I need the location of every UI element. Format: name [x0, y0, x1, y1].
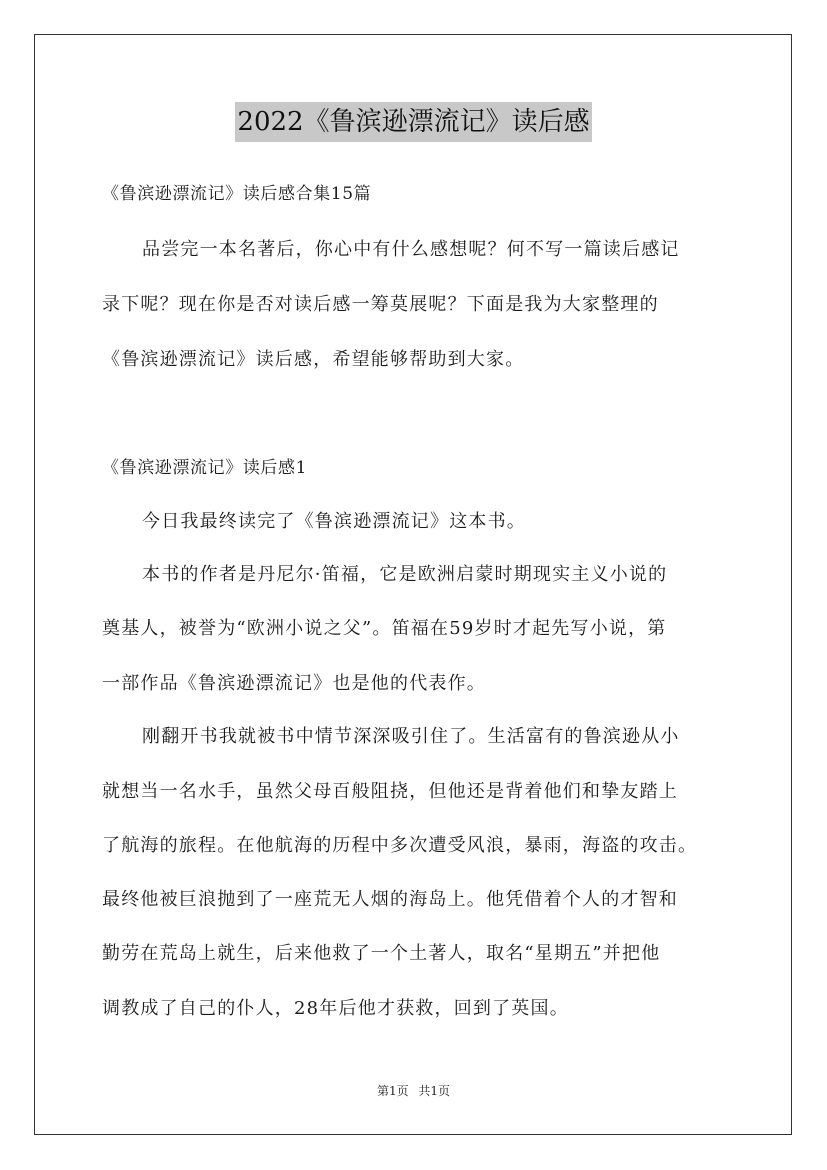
- page-total: 共1页: [418, 1084, 451, 1098]
- page-number: 第1页: [376, 1084, 409, 1098]
- intro-paragraph-line: 品尝完一本名著后，你心中有什么感想呢？何不写一篇读后感记: [142, 239, 680, 260]
- body-paragraph-line: 调教成了自己的仆人，28年后他才获救，回到了英国。: [102, 998, 569, 1019]
- intro-paragraph-line: 《鲁滨逊漂流记》读后感，希望能够帮助到大家。: [102, 349, 525, 370]
- body-paragraph-line: 奠基人，被誉为“欧洲小说之父”。笛福在59岁时才起先写小说，第: [102, 618, 667, 639]
- body-paragraph-line: 就想当一名水手，虽然父母百般阻挠，但他还是背着他们和挚友踏上: [102, 781, 678, 802]
- body-paragraph-line: 最终他被巨浪抛到了一座荒无人烟的海岛上。他凭借着个人的才智和: [102, 889, 678, 910]
- body-paragraph-line: 今日我最终读完了《鲁滨逊漂流记》这本书。: [142, 511, 526, 532]
- section-heading: 《鲁滨逊漂流记》读后感1: [102, 458, 308, 478]
- body-paragraph-line: 勤劳在荒岛上就生，后来他救了一个土著人，取名“星期五”并把他: [102, 943, 661, 964]
- collection-subtitle: 《鲁滨逊漂流记》读后感合集15篇: [102, 184, 372, 204]
- body-paragraph-line: 了航海的旅程。在他航海的历程中多次遭受风浪，暴雨，海盗的攻击。: [102, 835, 698, 856]
- title-container: [0, 102, 827, 142]
- body-paragraph-line: 一部作品《鲁滨逊漂流记》也是他的代表作。: [102, 673, 486, 694]
- intro-paragraph-line: 录下呢？现在你是否对读后感一筹莫展呢？下面是我为大家整理的: [102, 294, 659, 315]
- page-footer: [0, 1083, 827, 1099]
- document-title: 2022《鲁滨逊漂流记》读后感: [235, 102, 591, 142]
- body-paragraph-line: 本书的作者是丹尼尔·笛福，它是欧洲启蒙时期现实主义小说的: [142, 564, 668, 585]
- body-paragraph-line: 刚翻开书我就被书中情节深深吸引住了。生活富有的鲁滨逊从小: [142, 726, 680, 747]
